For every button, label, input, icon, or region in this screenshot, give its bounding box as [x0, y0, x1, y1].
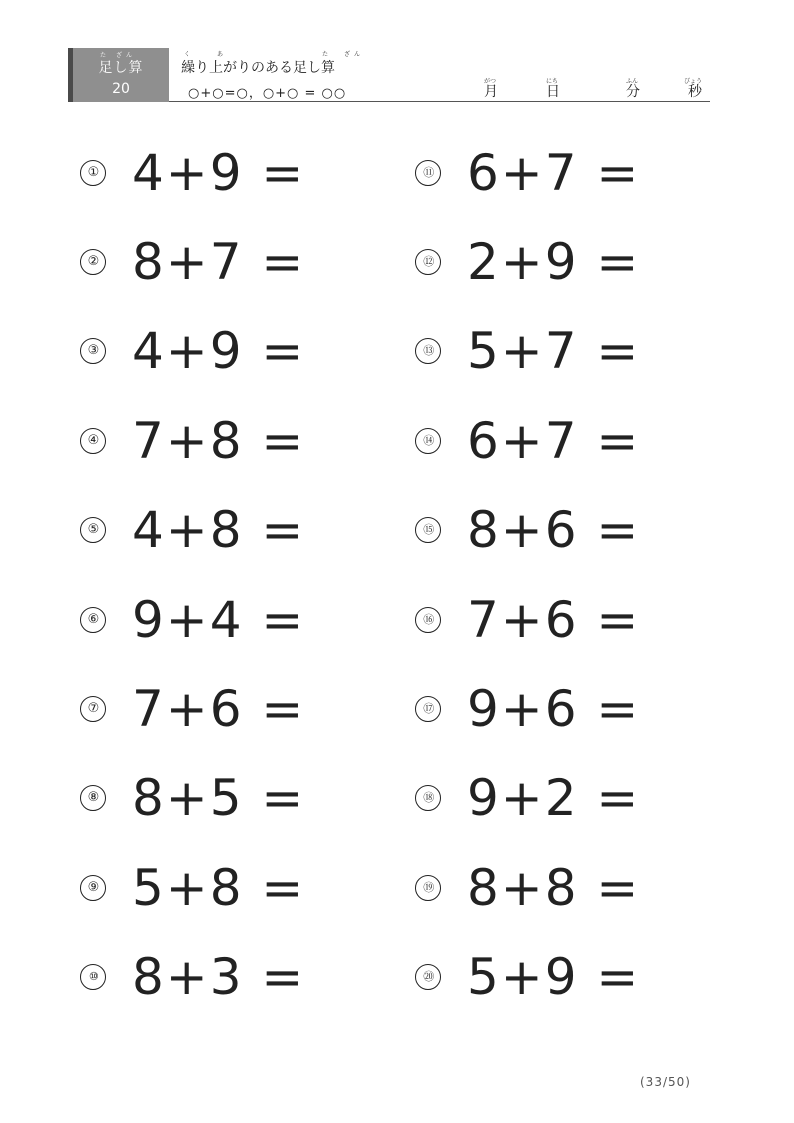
day-field: 日	[546, 84, 560, 100]
problem-8	[80, 770, 340, 830]
problem-number: ⑳	[415, 964, 441, 990]
problem-expression: 5+8 =	[132, 859, 306, 917]
problem-number: ⑯	[415, 607, 441, 633]
problem-expression: 7+6 =	[132, 680, 306, 738]
problem-number: ⑥	[80, 607, 106, 633]
problem-number: ⑮	[415, 517, 441, 543]
problem-18	[415, 770, 675, 830]
problem-10	[80, 949, 340, 1009]
minute-field: 分	[626, 84, 640, 100]
problem-11	[415, 145, 675, 205]
problem-6	[80, 592, 340, 652]
problem-2	[80, 234, 340, 294]
badge-ruby-ta: た	[100, 52, 111, 59]
problem-12	[415, 234, 675, 294]
problem-number: ⑧	[80, 785, 106, 811]
month-ruby: がつ	[484, 78, 497, 85]
problem-expression: 4+9 =	[132, 322, 306, 380]
badge-number: 20	[112, 81, 130, 97]
second-field: 秒	[688, 84, 702, 100]
problem-expression: 8+8 =	[467, 859, 641, 917]
problem-expression: 5+9 =	[467, 948, 641, 1006]
problem-16	[415, 592, 675, 652]
worksheet-title: 繰り上がりのある足し算	[181, 60, 335, 76]
problem-7	[80, 681, 340, 741]
title-ruby-ta: た	[322, 51, 333, 58]
problem-expression: 2+9 =	[467, 233, 641, 291]
worksheet-subtitle: ○+○=○，○+○ = ○○	[188, 86, 347, 101]
problem-number: ⑩	[80, 964, 106, 990]
problem-number: ②	[80, 249, 106, 275]
problem-expression: 4+9 =	[132, 144, 306, 202]
problem-expression: 5+7 =	[467, 322, 641, 380]
problem-number: ⑫	[415, 249, 441, 275]
problem-number: ⑭	[415, 428, 441, 454]
problem-number: ⑰	[415, 696, 441, 722]
problem-number: ⑱	[415, 785, 441, 811]
badge-ruby-zan: ざん	[115, 52, 136, 59]
problem-expression: 6+7 =	[467, 144, 641, 202]
problem-4	[80, 413, 340, 473]
problem-number: ③	[80, 338, 106, 364]
problem-expression: 9+6 =	[467, 680, 641, 738]
problem-19	[415, 860, 675, 920]
title-ruby-a: あ	[217, 51, 228, 58]
problem-expression: 9+2 =	[467, 769, 641, 827]
day-ruby: にち	[546, 78, 559, 85]
problem-number: ⑲	[415, 875, 441, 901]
problem-5	[80, 502, 340, 562]
problem-13	[415, 323, 675, 383]
title-ruby-ku: く	[184, 51, 195, 58]
problem-expression: 8+5 =	[132, 769, 306, 827]
problem-15	[415, 502, 675, 562]
problem-3	[80, 323, 340, 383]
problem-number: ⑪	[415, 160, 441, 186]
problem-expression: 8+7 =	[132, 233, 306, 291]
problem-17	[415, 681, 675, 741]
problem-expression: 8+6 =	[467, 501, 641, 559]
page-counter: (33/50)	[640, 1075, 691, 1089]
problem-9	[80, 860, 340, 920]
problem-14	[415, 413, 675, 473]
problem-number: ⑤	[80, 517, 106, 543]
problem-number: ⑨	[80, 875, 106, 901]
title-ruby-zan: ざん	[344, 51, 365, 58]
minute-ruby: ふん	[626, 78, 639, 85]
badge-subject: 足し算	[98, 60, 144, 76]
problem-number: ⑬	[415, 338, 441, 364]
problem-expression: 8+3 =	[132, 948, 306, 1006]
problem-expression: 9+4 =	[132, 591, 306, 649]
month-field: 月	[484, 84, 498, 100]
problem-number: ①	[80, 160, 106, 186]
second-ruby: びょう	[684, 78, 703, 85]
problem-expression: 4+8 =	[132, 501, 306, 559]
problem-expression: 6+7 =	[467, 412, 641, 470]
problem-number: ⑦	[80, 696, 106, 722]
problem-1	[80, 145, 340, 205]
problem-number: ④	[80, 428, 106, 454]
problem-20	[415, 949, 675, 1009]
problem-expression: 7+8 =	[132, 412, 306, 470]
problem-expression: 7+6 =	[467, 591, 641, 649]
